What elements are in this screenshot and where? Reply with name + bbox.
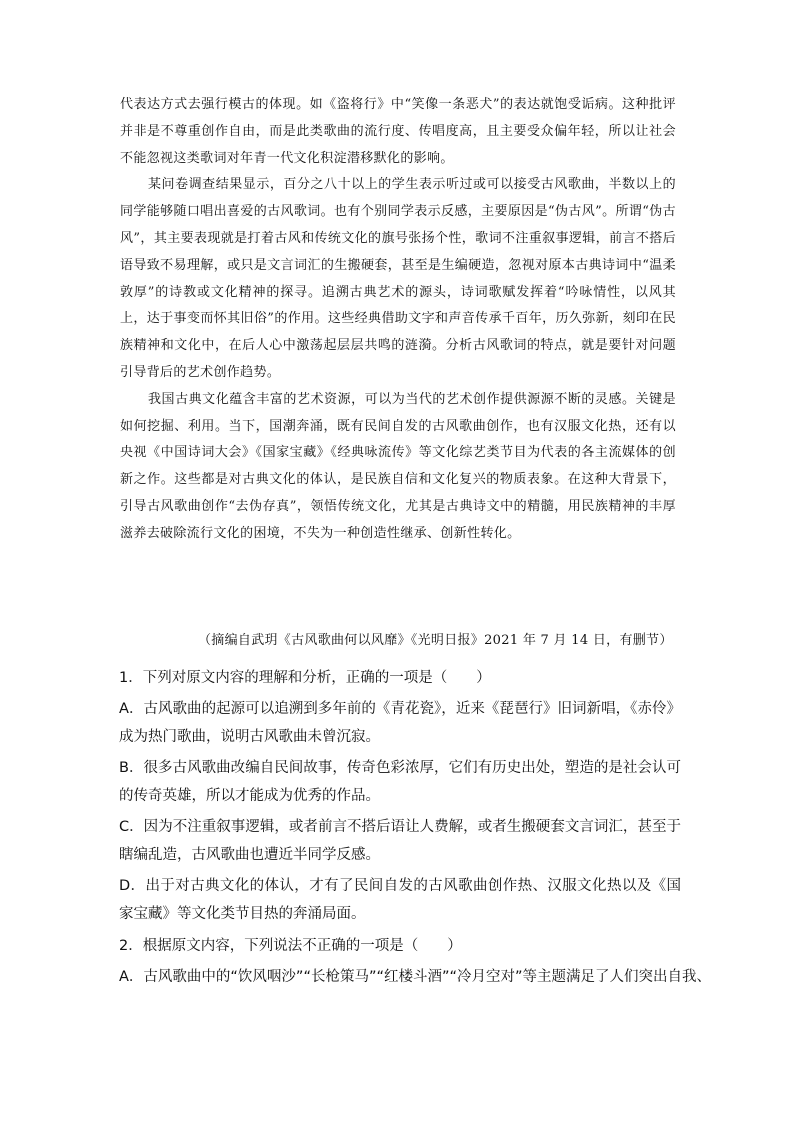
passage-paragraph-2: 某问卷调查结果显示，百分之八十以上的学生表示听过或可以接受古风歌曲，半数以上的同学能够随口唱出喜爱的古风歌词。也有个别同学表示反感，主要原因是“伪古风”。所谓“伪古风”，其主要表现就是打着古风和传统文化的旗号张扬个性，歌词不注重叙事逻辑，前言不搭后语导致不易理解，或只是文言词汇的生搬硬套，甚至是生编硬造，忽视对原本古典诗词中“温柔敦厚”的诗教或文化精神的探寻。追溯古典艺术的源头，诗词歌赋发挥着“吟咏情性，以风其上，达于事变而怀其旧俗”的作用。这些经典借助文字和声音传承千百年，历久弥新，刻印在民族精神和文化中，在后人心中激荡起层层共鸣的涟漪。分析古风歌词的特点，就是要针对问题引导背后的艺术创作趋势。: [120, 177, 676, 380]
question-2-option-a: A．古风歌曲中的“饮风咽沙”“长枪策马”“红楼斗酒”“冷月空对”等主题满足了人们突出自我、: [119, 969, 712, 985]
reading-passage: [120, 92, 676, 548]
passage-source-citation: （摘编自武玥《古风歌曲何以风靡》《光明日报》2021 年 7 月 14 日，有删节）: [198, 633, 673, 648]
passage-paragraph-1: 代表达方式去强行模古的体现。如《盗将行》中“笑像一条恶犬”的表达就饱受诟病。这种批评并非是不尊重创作自由，而是此类歌曲的流行度、传唱度高，且主要受众偏年轻，所以让社会不能忽视这类歌词对年青一代文化积淀潜移默化的影响。: [120, 97, 676, 166]
question-1-option-b: B．很多古风歌曲改编自民间故事，传奇色彩浓厚，它们有历史出处，塑造的是社会认可的传奇英雄，所以才能成为优秀的作品。: [119, 760, 681, 804]
question-2: [119, 932, 712, 991]
question-1-stem: 1．下列对原文内容的理解和分析，正确的一项是（ ）: [119, 670, 491, 686]
question-1: [119, 664, 681, 928]
question-1-option-c: C．因为不注重叙事逻辑，或者前言不搭后语让人费解，或者生搬硬套文言词汇，甚至于瞎编乱造，古风歌曲也遭近半同学反感。: [119, 819, 681, 863]
question-2-stem: 2．根据原文内容，下列说法不正确的一项是（ ）: [119, 938, 462, 954]
questions-section: [119, 664, 712, 994]
passage-paragraph-3: 我国古典文化蕴含丰富的艺术资源，可以为当代的艺术创作提供源源不断的灵感。关键是如何挖掘、利用。当下，国潮奔涌，既有民间自发的古风歌曲创作，也有汉服文化热，还有以央视《中国诗词大会》《国家宝藏》《经典咏流传》等文化综艺类节目为代表的各主流媒体的创新之作。这些都是对古典文化的体认，是民族自信和文化复兴的物质表象。在这种大背景下，引导古风歌曲创作“去伪存真”，领悟传统文化，尤其是古典诗文中的精髓，用民族精神的丰厚滋养去破除流行文化的困境，不失为一种创造性继承、创新性转化。: [120, 391, 676, 541]
question-1-option-d: D．出于对古典文化的体认，才有了民间自发的古风歌曲创作热、汉服文化热以及《国家宝藏》等文化类节目热的奔涌局面。: [119, 878, 681, 922]
question-1-option-a: A．古风歌曲的起源可以追溯到多年前的《青花瓷》，近来《琵琶行》旧词新唱，《赤伶》成为热门歌曲，说明古风歌曲未曾沉寂。: [119, 701, 681, 745]
